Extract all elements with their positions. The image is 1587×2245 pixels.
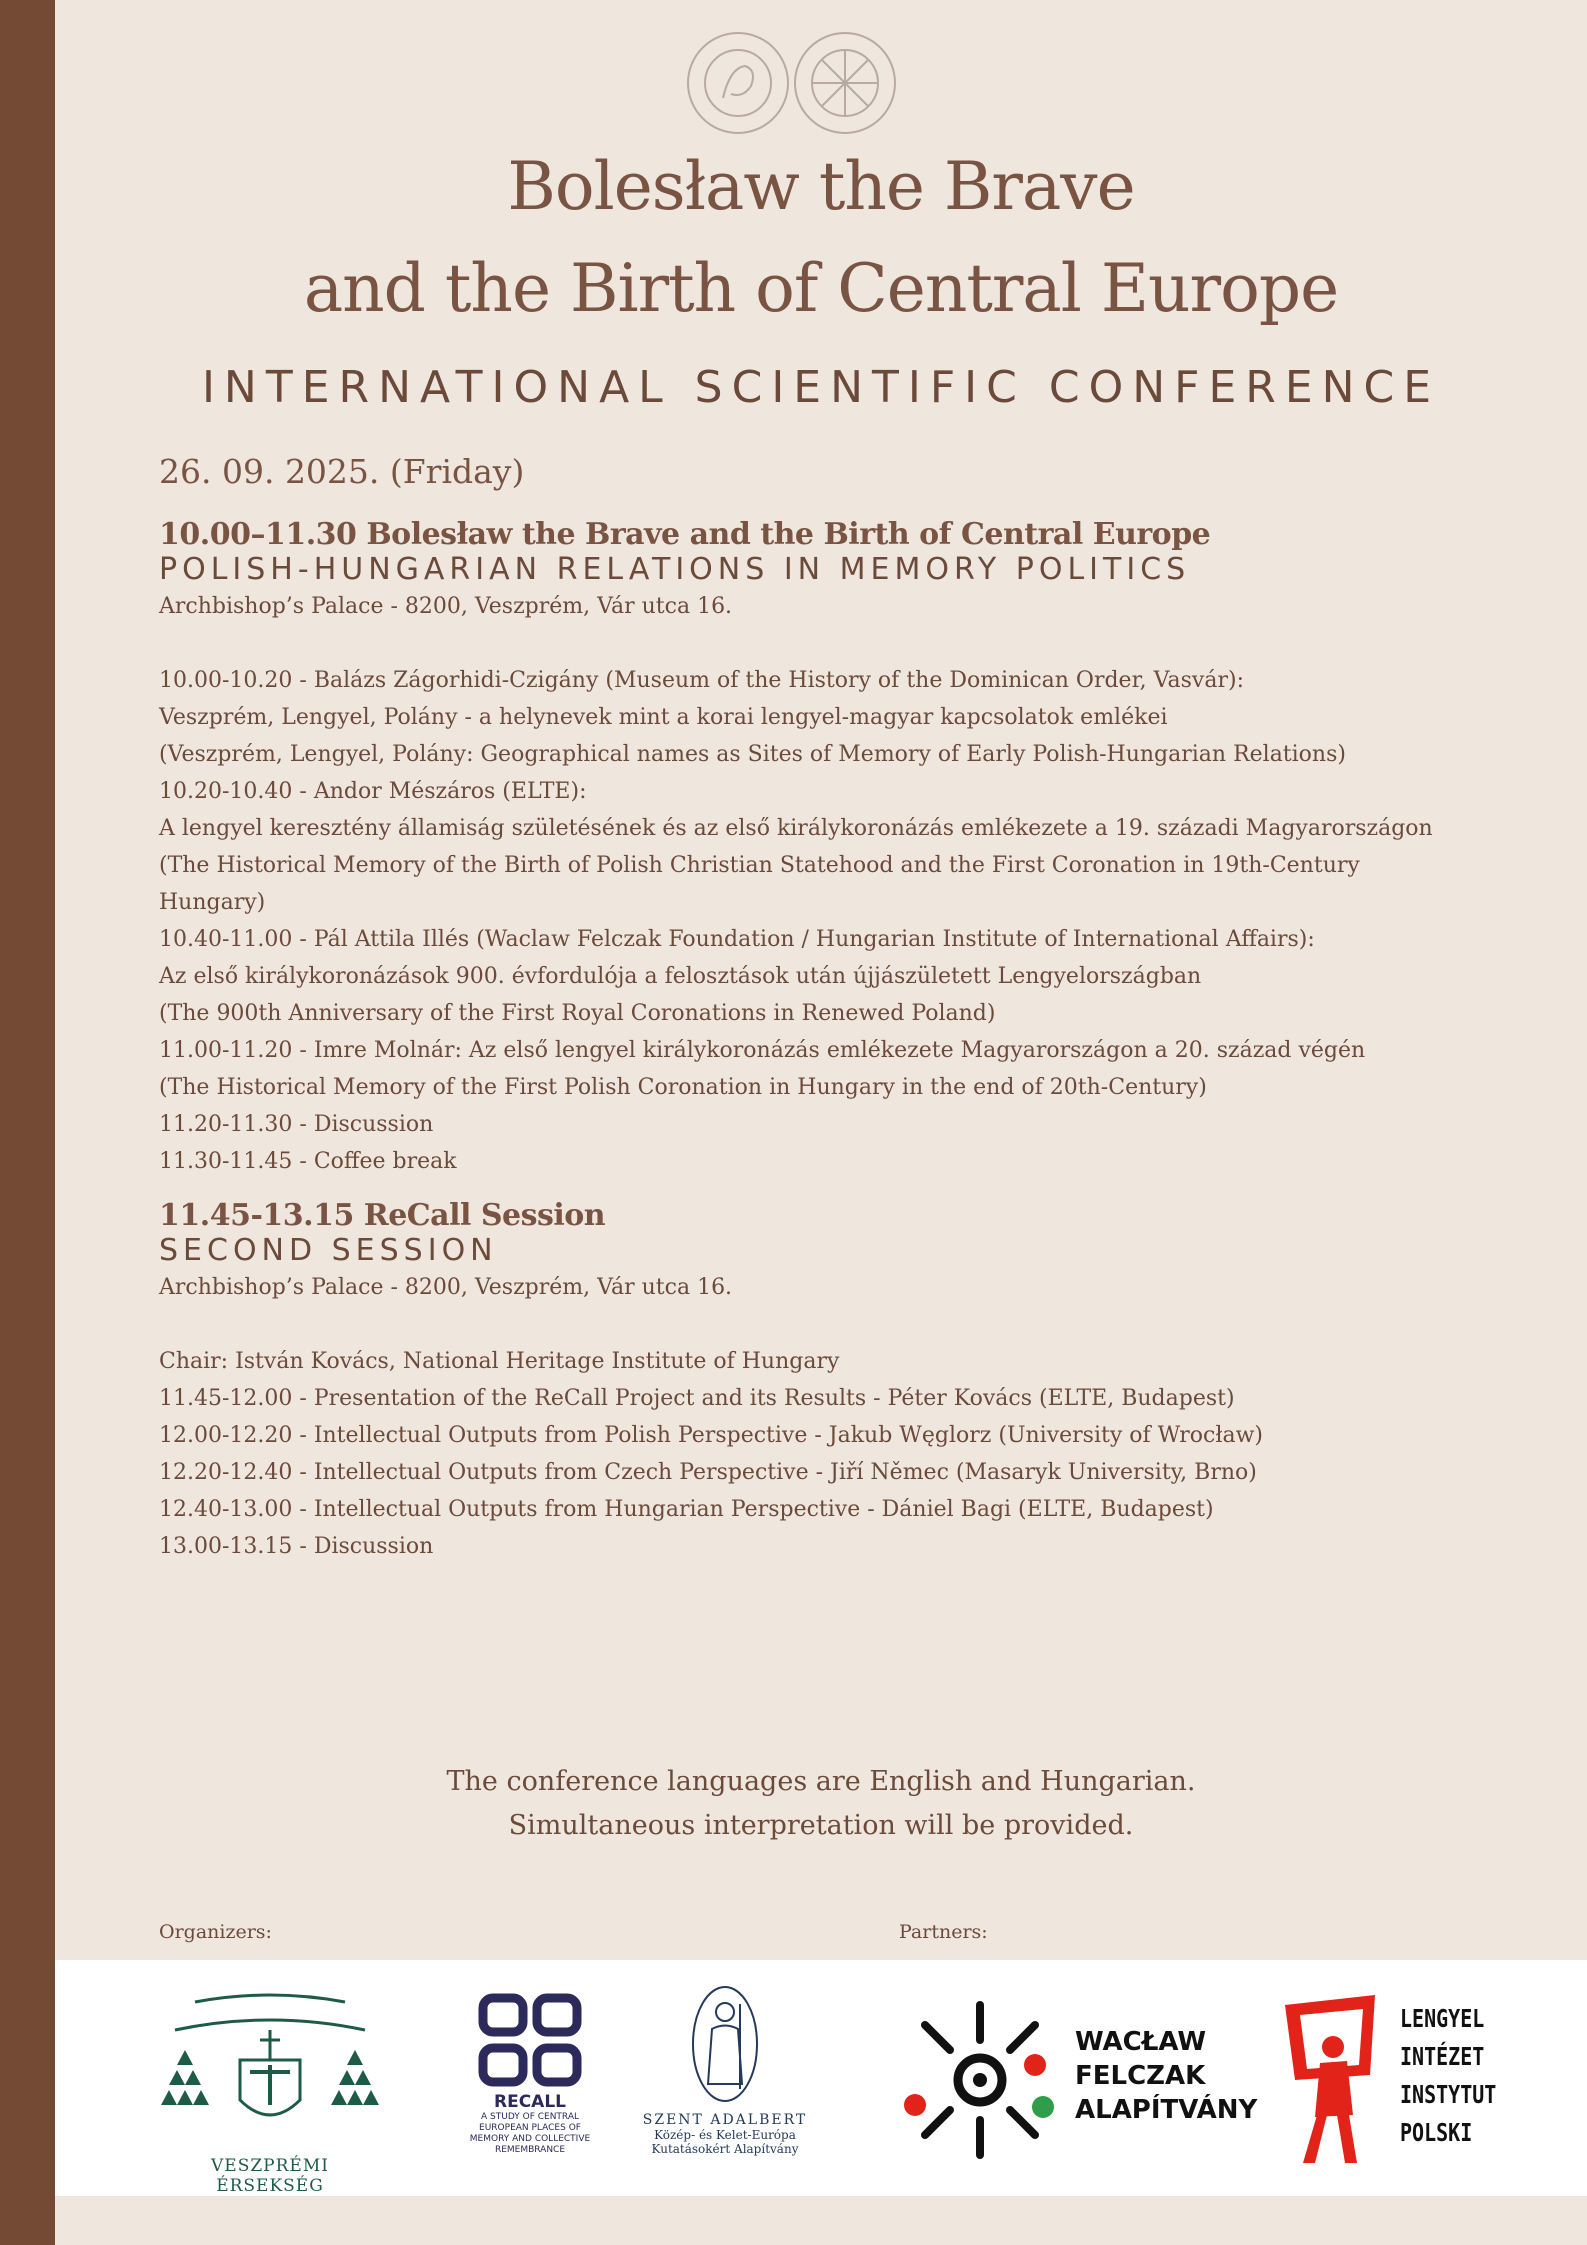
adalbert-line: Közép- és Kelet-Európa: [654, 2128, 796, 2142]
program-line: (Veszprém, Lengyel, Polány: Geographical names as Sites of Memory of Early Polish-Hungarian Relations): [159, 742, 1346, 767]
polish-institute-figure-icon: [1275, 1995, 1385, 2165]
program-line: 12.40-13.00 - Intellectual Outputs from Hungarian Perspective - Dániel Bagi (ELTE, Budapest): [159, 1497, 1214, 1522]
lengyel-text-line: INSTYTUT: [1400, 2080, 1497, 2109]
szent-adalbert-logo: [615, 1984, 835, 2184]
program-line: 12.00-12.20 - Intellectual Outputs from Polish Perspective - Jakub Węglorz (University of Wrocław): [159, 1423, 1264, 1448]
recall-logo: [430, 1990, 630, 2180]
felczak-foundation-logo: [895, 1995, 1315, 2165]
partners-label: Partners:: [899, 1921, 988, 1943]
session-title: 11.45-13.15 ReCall Session: [159, 1198, 606, 1233]
program-line: Chair: István Kovács, National Heritage Institute of Hungary: [159, 1349, 840, 1374]
recall-desc-line: EUROPEAN PLACES OF: [479, 2123, 581, 2133]
program-line: (The 900th Anniversary of the First Royal Coronations in Renewed Poland): [159, 1001, 996, 1026]
session-subtitle: SECOND SESSION: [159, 1233, 498, 1268]
program-line: 10.00-10.20 - Balázs Zágorhidi-Czigány (Museum of the History of the Dominican Order, Vasvár):: [159, 668, 1244, 693]
recall-desc-line: REMEMBRANCE: [494, 2145, 566, 2155]
language-note-line: The conference languages are English and Hungarian.: [446, 1766, 1196, 1797]
program-line: Veszprém, Lengyel, Polány - a helynevek mint a korai lengyel-magyar kapcsolatok emlékei: [159, 705, 1168, 730]
program-line: 11.45-12.00 - Presentation of the ReCall Project and its Results - Péter Kovács (ELTE, Budapest): [159, 1386, 1235, 1411]
program-line: 13.00-13.15 - Discussion: [159, 1534, 434, 1559]
organizers-label: Organizers:: [159, 1921, 272, 1943]
program-line: 11.30-11.45 - Coffee break: [159, 1149, 457, 1174]
coins-emblem-icon: [685, 28, 900, 138]
program-line: 11.00-11.20 - Imre Molnár: Az első lengyel királykoronázás emlékezete Magyarországon a 20. század végén: [159, 1038, 1366, 1063]
program: [159, 452, 1449, 1565]
recall-desc-line: A STUDY OF CENTRAL: [481, 2112, 579, 2122]
program-line: 10.20-10.40 - Andor Mészáros (ELTE):: [159, 779, 587, 804]
session-title: 10.00–11.30 Bolesław the Brave and the Birth of Central Europe: [159, 517, 1211, 552]
program-line: 10.40-11.00 - Pál Attila Illés (Waclaw Felczak Foundation / Hungarian Institute of International Affairs):: [159, 927, 1315, 952]
lengyel-intezet-logo: [1275, 1985, 1515, 2175]
adalbert-name: SZENT ADALBERT: [642, 2112, 808, 2128]
logo-strip: [55, 1960, 1587, 2196]
recall-name: RECALL: [493, 2092, 566, 2112]
program-line: (The Historical Memory of the Birth of Polish Christian Statehood and the First Coronation in 19th-Century: [159, 853, 1360, 878]
program-line: Az első királykoronázások 900. évfordulója a felosztások után újjászületett Lengyelországban: [159, 964, 1202, 989]
lengyel-text-line: POLSKI: [1400, 2118, 1473, 2147]
left-accent-band: [0, 0, 55, 2245]
program-line: 11.20-11.30 - Discussion: [159, 1112, 434, 1137]
felczak-text-line: ALAPÍTVÁNY: [1075, 2095, 1258, 2125]
adalbert-line: Kutatásokért Alapítvány: [651, 2142, 799, 2156]
veszpremi-erseksek-logo: [155, 1990, 385, 2196]
felczak-sun-icon: [895, 1995, 1065, 2165]
lengyel-text-line: INTÉZET: [1400, 2042, 1485, 2071]
veszprem-logo-text: VESZPRÉMI ÉRSEKSÉG: [211, 2156, 329, 2196]
felczak-text-line: FELCZAK: [1075, 2061, 1206, 2091]
program-line: (The Historical Memory of the First Polish Coronation in Hungary in the end of 20th-Century): [159, 1075, 1207, 1100]
program-line: A lengyel keresztény államiság születésének és az első királykoronázás emlékezete a 19. századi Magyarországon: [159, 816, 1433, 841]
title-line-1: Bolesław the Brave: [507, 148, 1135, 225]
saint-figure-icon: [690, 1984, 760, 2104]
language-note: [55, 1760, 1587, 1848]
conference-subtitle: INTERNATIONAL SCIENTIFIC CONFERENCE: [201, 362, 1441, 413]
session-subtitle: POLISH-HUNGARIAN RELATIONS IN MEMORY POLITICS: [159, 552, 1191, 587]
recall-desc-line: MEMORY AND COLLECTIVE: [469, 2134, 591, 2144]
recall-mark-icon: [475, 1990, 585, 2090]
lengyel-text-line: LENGYEL: [1400, 2004, 1485, 2033]
session-1: [159, 517, 1449, 1180]
session-venue: Archbishop’s Palace - 8200, Veszprém, Vár utca 16.: [159, 594, 733, 619]
interpretation-note-line: Simultaneous interpretation will be provided.: [508, 1810, 1134, 1841]
program-line: 12.20-12.40 - Intellectual Outputs from Czech Perspective - Jiří Němec (Masaryk University, Brno): [159, 1460, 1257, 1485]
conference-date: 26. 09. 2025. (Friday): [159, 452, 525, 491]
session-venue: Archbishop’s Palace - 8200, Veszprém, Vár utca 16.: [159, 1275, 733, 1300]
felczak-text-line: WACŁAW: [1075, 2027, 1207, 2057]
program-line: Hungary): [159, 890, 266, 915]
title-line-2: and the Birth of Central Europe: [303, 250, 1339, 327]
session-2: [159, 1198, 1449, 1565]
archdiocese-crest-icon: [155, 1990, 385, 2140]
